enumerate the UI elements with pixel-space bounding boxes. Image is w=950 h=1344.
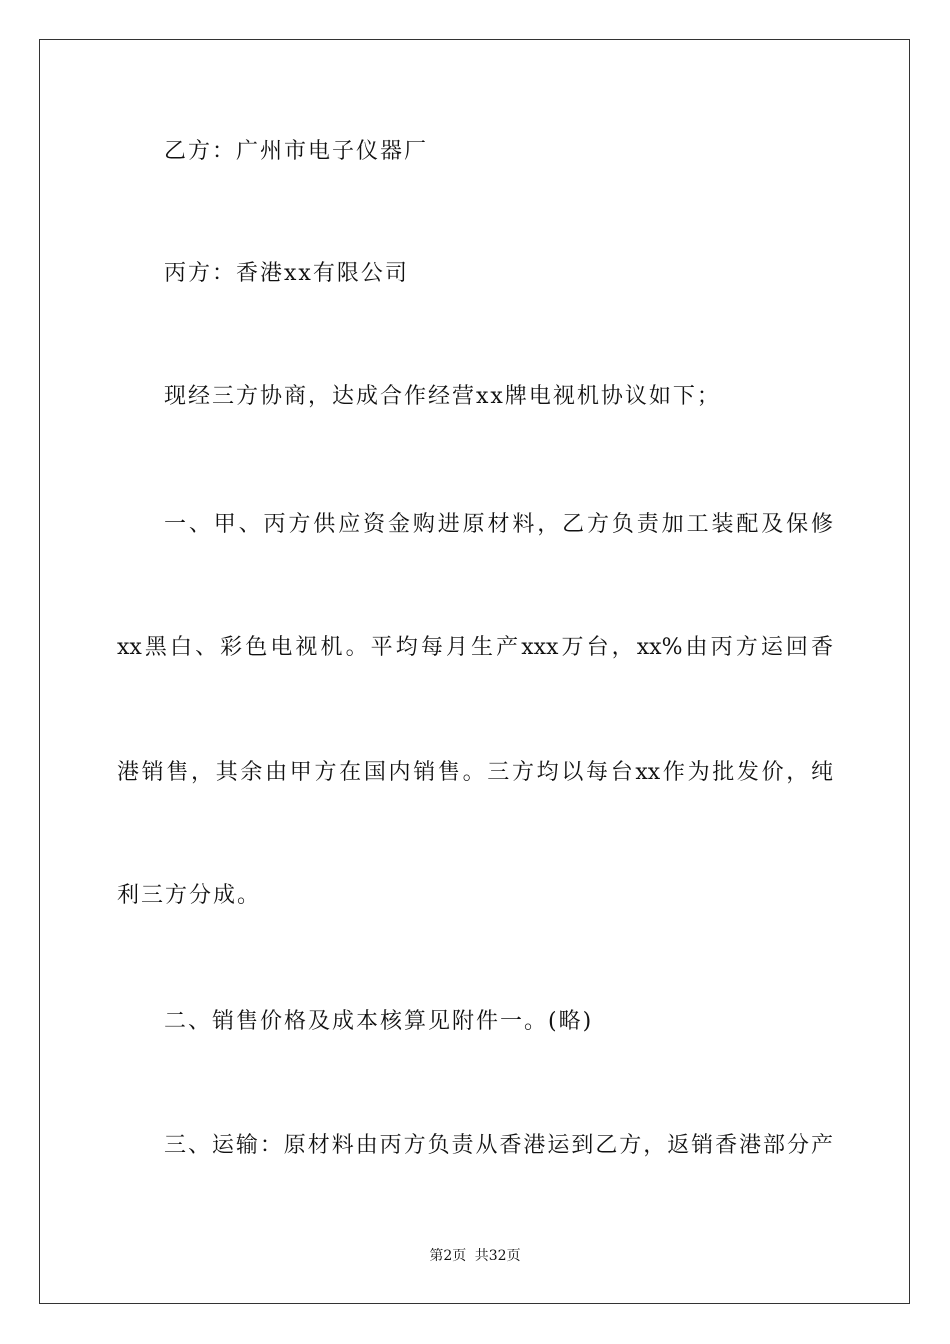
page-total: 共32页 [474,1248,521,1264]
clause-2: 二、销售价格及成本核算见附件一。(略) [164,1009,594,1034]
page-number: 第2页 [429,1248,467,1264]
agreement-intro: 现经三方协商，达成合作经营xx牌电视机协议如下； [164,384,721,409]
page-footer [0,1246,950,1266]
page-border [39,39,910,1304]
party-c-line: 丙方：香港xx有限公司 [164,261,409,286]
clause-1-line-2: xx黑白、彩色电视机。平均每月生产xxx万台，xx%由丙方运回香 [117,635,833,660]
clause-1-line-4: 利三方分成。 [117,883,262,908]
clause-1-line-3: 港销售，其余由甲方在国内销售。三方均以每台xx作为批发价，纯 [117,760,833,785]
party-b-line: 乙方：广州市电子仪器厂 [164,139,429,164]
clause-1-line-1: 一、甲、丙方供应资金购进原材料，乙方负责加工装配及保修 [164,512,833,537]
clause-3-line-1: 三、运输：原材料由丙方负责从香港运到乙方，返销香港部分产 [164,1133,833,1158]
